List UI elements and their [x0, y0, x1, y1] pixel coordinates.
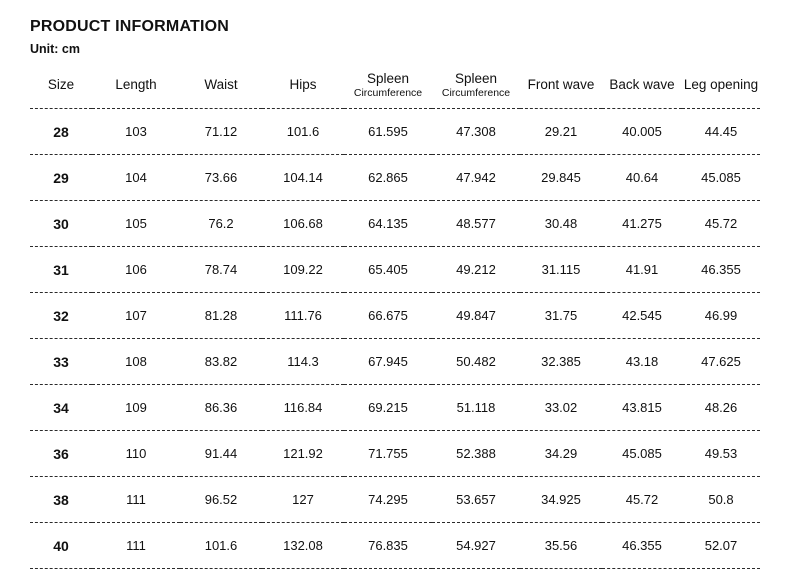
cell-spleen-circumference-2: 50.482 — [432, 339, 520, 385]
cell-length: 109 — [92, 385, 180, 431]
column-header-back-wave: Back wave — [602, 62, 682, 109]
cell-spleen-circumference-1: 65.405 — [344, 247, 432, 293]
cell-hips: 121.92 — [262, 431, 344, 477]
cell-back-wave: 40.005 — [602, 109, 682, 155]
cell-front-wave: 33.02 — [520, 385, 602, 431]
cell-hips: 104.14 — [262, 155, 344, 201]
cell-waist: 86.36 — [180, 385, 262, 431]
column-header-leg-opening: Leg opening — [682, 62, 760, 109]
cell-spleen-circumference-1: 74.295 — [344, 477, 432, 523]
size-chart-table — [30, 62, 760, 569]
cell-length: 111 — [92, 477, 180, 523]
cell-waist: 73.66 — [180, 155, 262, 201]
cell-back-wave: 43.815 — [602, 385, 682, 431]
cell-back-wave: 46.355 — [602, 523, 682, 569]
cell-size: 31 — [30, 247, 92, 293]
cell-front-wave: 31.75 — [520, 293, 602, 339]
cell-hips: 127 — [262, 477, 344, 523]
cell-waist: 91.44 — [180, 431, 262, 477]
cell-size: 32 — [30, 293, 92, 339]
cell-back-wave: 41.91 — [602, 247, 682, 293]
cell-front-wave: 34.925 — [520, 477, 602, 523]
table-row — [30, 431, 760, 477]
column-header-hips: Hips — [262, 62, 344, 109]
cell-spleen-circumference-1: 61.595 — [344, 109, 432, 155]
table-row — [30, 523, 760, 569]
column-header-front-wave: Front wave — [520, 62, 602, 109]
cell-waist: 76.2 — [180, 201, 262, 247]
cell-front-wave: 31.115 — [520, 247, 602, 293]
cell-spleen-circumference-1: 69.215 — [344, 385, 432, 431]
cell-leg-opening: 48.26 — [682, 385, 760, 431]
column-header-size: Size — [30, 62, 92, 109]
cell-length: 107 — [92, 293, 180, 339]
cell-leg-opening: 50.8 — [682, 477, 760, 523]
cell-waist: 81.28 — [180, 293, 262, 339]
cell-length: 110 — [92, 431, 180, 477]
cell-hips: 101.6 — [262, 109, 344, 155]
cell-hips: 111.76 — [262, 293, 344, 339]
cell-hips: 132.08 — [262, 523, 344, 569]
cell-leg-opening: 46.99 — [682, 293, 760, 339]
cell-back-wave: 45.085 — [602, 431, 682, 477]
cell-length: 103 — [92, 109, 180, 155]
cell-front-wave: 34.29 — [520, 431, 602, 477]
cell-spleen-circumference-2: 51.118 — [432, 385, 520, 431]
cell-hips: 109.22 — [262, 247, 344, 293]
cell-hips: 114.3 — [262, 339, 344, 385]
cell-spleen-circumference-2: 54.927 — [432, 523, 520, 569]
cell-spleen-circumference-2: 47.308 — [432, 109, 520, 155]
table-row — [30, 247, 760, 293]
cell-front-wave: 29.21 — [520, 109, 602, 155]
cell-waist: 78.74 — [180, 247, 262, 293]
cell-length: 108 — [92, 339, 180, 385]
cell-length: 111 — [92, 523, 180, 569]
cell-spleen-circumference-2: 47.942 — [432, 155, 520, 201]
cell-spleen-circumference-1: 67.945 — [344, 339, 432, 385]
cell-spleen-circumference-2: 52.388 — [432, 431, 520, 477]
cell-back-wave: 40.64 — [602, 155, 682, 201]
column-header-spleen-circumference-2: Spleen Circumference — [432, 62, 520, 109]
cell-hips: 106.68 — [262, 201, 344, 247]
cell-leg-opening: 52.07 — [682, 523, 760, 569]
cell-length: 104 — [92, 155, 180, 201]
cell-leg-opening: 47.625 — [682, 339, 760, 385]
cell-spleen-circumference-1: 62.865 — [344, 155, 432, 201]
table-row — [30, 339, 760, 385]
cell-size: 38 — [30, 477, 92, 523]
table-row — [30, 385, 760, 431]
table-row — [30, 155, 760, 201]
cell-waist: 83.82 — [180, 339, 262, 385]
cell-back-wave: 43.18 — [602, 339, 682, 385]
cell-leg-opening: 44.45 — [682, 109, 760, 155]
column-header-spleen-circumference-1: Spleen Circumference — [344, 62, 432, 109]
column-header-length: Length — [92, 62, 180, 109]
cell-hips: 116.84 — [262, 385, 344, 431]
table-row — [30, 201, 760, 247]
cell-front-wave: 32.385 — [520, 339, 602, 385]
cell-size: 34 — [30, 385, 92, 431]
cell-spleen-circumference-1: 66.675 — [344, 293, 432, 339]
table-body — [30, 109, 760, 569]
column-header-waist: Waist — [180, 62, 262, 109]
unit-label: Unit: cm — [30, 42, 80, 56]
cell-back-wave: 41.275 — [602, 201, 682, 247]
cell-size: 30 — [30, 201, 92, 247]
cell-front-wave: 29.845 — [520, 155, 602, 201]
cell-spleen-circumference-2: 53.657 — [432, 477, 520, 523]
cell-leg-opening: 45.085 — [682, 155, 760, 201]
cell-size: 28 — [30, 109, 92, 155]
cell-back-wave: 42.545 — [602, 293, 682, 339]
table-header — [30, 62, 760, 109]
cell-back-wave: 45.72 — [602, 477, 682, 523]
cell-spleen-circumference-1: 71.755 — [344, 431, 432, 477]
cell-waist: 96.52 — [180, 477, 262, 523]
cell-spleen-circumference-2: 49.847 — [432, 293, 520, 339]
cell-waist: 71.12 — [180, 109, 262, 155]
cell-size: 33 — [30, 339, 92, 385]
cell-front-wave: 35.56 — [520, 523, 602, 569]
table-header-row — [30, 62, 760, 109]
cell-size: 40 — [30, 523, 92, 569]
cell-leg-opening: 45.72 — [682, 201, 760, 247]
cell-spleen-circumference-2: 48.577 — [432, 201, 520, 247]
table-row — [30, 109, 760, 155]
cell-waist: 101.6 — [180, 523, 262, 569]
cell-spleen-circumference-1: 76.835 — [344, 523, 432, 569]
table-row — [30, 477, 760, 523]
cell-leg-opening: 46.355 — [682, 247, 760, 293]
table-row — [30, 293, 760, 339]
cell-spleen-circumference-2: 49.212 — [432, 247, 520, 293]
cell-leg-opening: 49.53 — [682, 431, 760, 477]
page-title: PRODUCT INFORMATION — [30, 18, 230, 35]
cell-size: 29 — [30, 155, 92, 201]
cell-spleen-circumference-1: 64.135 — [344, 201, 432, 247]
cell-size: 36 — [30, 431, 92, 477]
cell-front-wave: 30.48 — [520, 201, 602, 247]
cell-length: 106 — [92, 247, 180, 293]
cell-length: 105 — [92, 201, 180, 247]
